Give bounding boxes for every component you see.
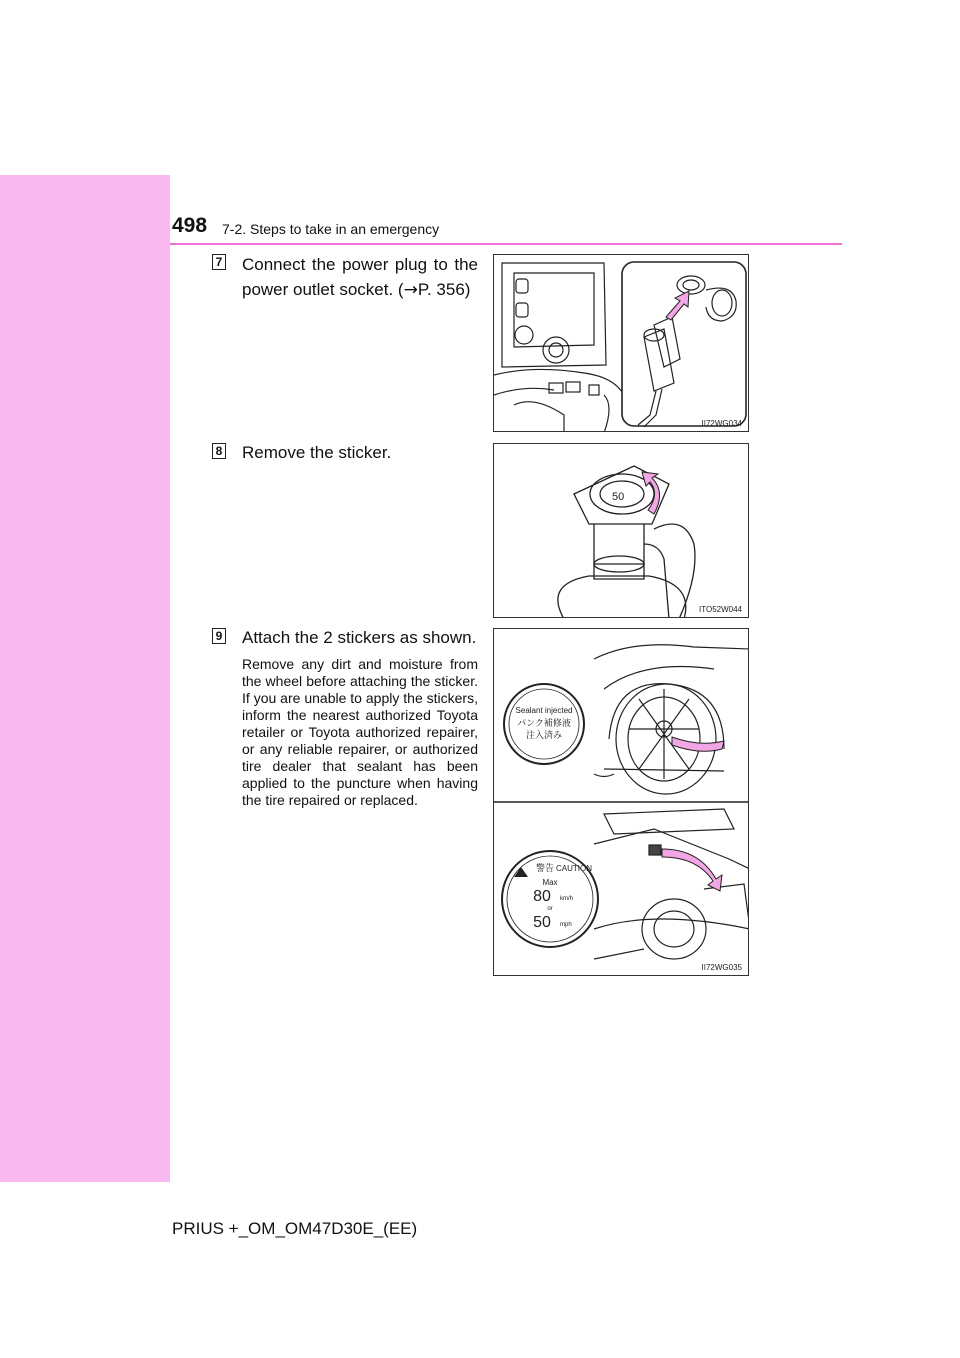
sticker-2-max: Max	[542, 878, 558, 887]
sticker-2-or: or	[547, 906, 553, 912]
sticker-2-warning: 警告	[536, 864, 555, 874]
section-title: 7-2. Steps to take in an emergency	[222, 221, 440, 237]
figure-power-plug	[493, 254, 749, 432]
sticker-2-caution: CAUTION	[556, 864, 592, 873]
power-plug-illustration	[494, 255, 749, 432]
header-divider	[170, 243, 842, 245]
step-7-text-main: Connect the power plug to the power outlet socket. (	[242, 255, 478, 299]
footer-doc-id: PRIUS +_OM_OM47D30E_(EE)	[172, 1219, 418, 1238]
step-8-text: Remove the sticker.	[242, 443, 392, 462]
reference-arrow-icon: →	[403, 280, 418, 300]
sticker-2-speed-mph: 50	[533, 914, 551, 931]
sidebar-tab	[0, 175, 170, 1182]
figure-code: II72WG035	[701, 963, 742, 972]
figure-attach-stickers	[493, 628, 749, 976]
sticker-attachment-illustration	[494, 629, 749, 976]
step-7-text	[242, 252, 478, 303]
step-number-8: 8	[212, 443, 226, 459]
sticker-1-line2: パンク補修液	[517, 719, 571, 729]
step-9-note: Remove any dirt and moisture from the wheel before attaching the sticker. If you are unable to apply the stickers, inform the nearest authorized Toyota retailer or Toyota authorized repairer, or any reliable repairer, or authorized tire dealer that sealant has been applied to the puncture when having the tire repaired or replaced.	[242, 656, 478, 808]
sticker-2-unit-kmh: km/h	[560, 896, 574, 902]
page-number: 498	[172, 214, 208, 237]
step-number-7: 7	[212, 254, 226, 270]
figure-remove-sticker	[493, 443, 749, 618]
sticker-1-line3: 注入済み	[525, 731, 563, 741]
sticker-2-unit-mph: mph	[560, 922, 572, 928]
sticker-removal-illustration	[494, 444, 749, 618]
svg-text:50: 50	[612, 491, 625, 503]
figure-code: ITO52W044	[699, 605, 742, 614]
figure-code: II72WG034	[701, 419, 742, 428]
sticker-1-line1: Sealant injected	[515, 706, 573, 715]
page-reference-link[interactable]: P. 356)	[417, 280, 471, 299]
sticker-2-speed-kmh: 80	[533, 888, 551, 905]
step-number-9: 9	[212, 628, 226, 644]
step-9-text: Attach the 2 stickers as shown.	[242, 628, 477, 647]
